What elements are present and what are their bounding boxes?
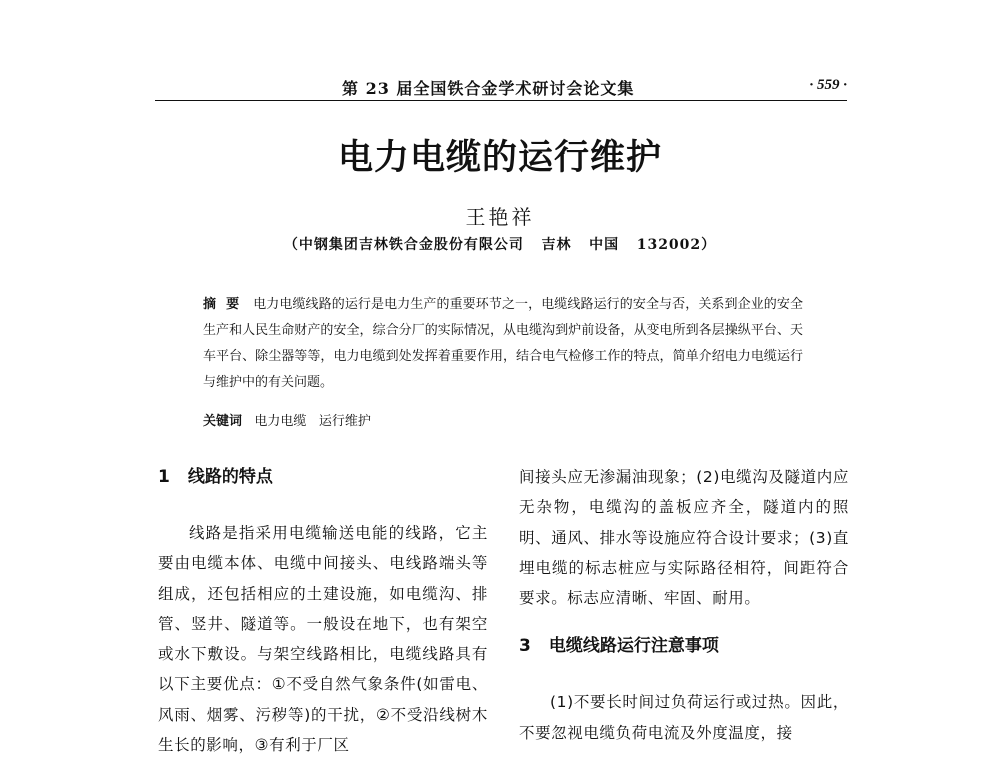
running-header [155, 76, 847, 100]
left-column [158, 462, 488, 760]
article-title: 电力电缆的运行维护 [337, 138, 662, 178]
body-paragraph: 线路是指采用电缆输送电能的线路，它主要由电缆本体、电缆中间接头、电线路端头等组成，还包括相应的土建设施，如电缆沟、排管、竖井、隧道等。一般设在地下，也有架空或水下敷设。与架空线路相比，电缆线路具有以下主要优点：①不受自然气象条件(如雷电、风雨、烟雾、污秽等)的干扰，②不受沿线树木生长的影响，③有利于厂区 [158, 524, 488, 755]
section-title: 电缆线路运行注意事项 [548, 636, 719, 657]
journal-title: 第 23 届全国铁合金学术研讨会论文集 [342, 79, 635, 98]
keywords-label: 关键词 [203, 414, 243, 429]
section-heading-3 [519, 631, 849, 661]
right-column [519, 462, 849, 748]
abstract-label: 摘要 [203, 297, 250, 312]
body-paragraph-continued: 间接头应无渗漏油现象；(2)电缆沟及隧道内应无杂物，电缆沟的盖板应齐全，隧道内的照明、通风、排水等设施应符合设计要求；(3)直埋电缆的标志桩应与实际路径相符，间距符合要求。标志应清晰、牢固、耐用。 [519, 468, 849, 608]
section-number: 3 [519, 636, 531, 657]
section-heading-1 [158, 462, 488, 492]
page-number: · 559 · [809, 77, 847, 93]
author-affiliation: （中钢集团吉林铁合金股份有限公司 吉林 中国 132002） [283, 237, 717, 253]
section-title: 线路的特点 [187, 467, 273, 487]
keywords-list: 电力电缆 运行维护 [254, 414, 371, 429]
section-number: 1 [158, 467, 170, 487]
header-rule [155, 100, 847, 101]
author-name: 王艳祥 [465, 205, 535, 229]
abstract [203, 292, 803, 396]
abstract-text: 电力电缆线路的运行是电力生产的重要环节之一，电缆线路运行的安全与否，关系到企业的安全生产和人民生命财产的安全，综合分厂的实际情况，从电缆沟到炉前设备，从变电所到各层操纵平台、天车平台、除尘器等等，电力电缆到处发挥着重要作用，结合电气检修工作的特点，简单介绍电力电缆运行与维护中的有关问题。 [203, 297, 803, 390]
body-paragraph: (1)不要长时间过负荷运行或过热。因此，不要忽视电缆负荷电流及外度温度，接 [519, 693, 849, 742]
keywords [203, 410, 371, 429]
